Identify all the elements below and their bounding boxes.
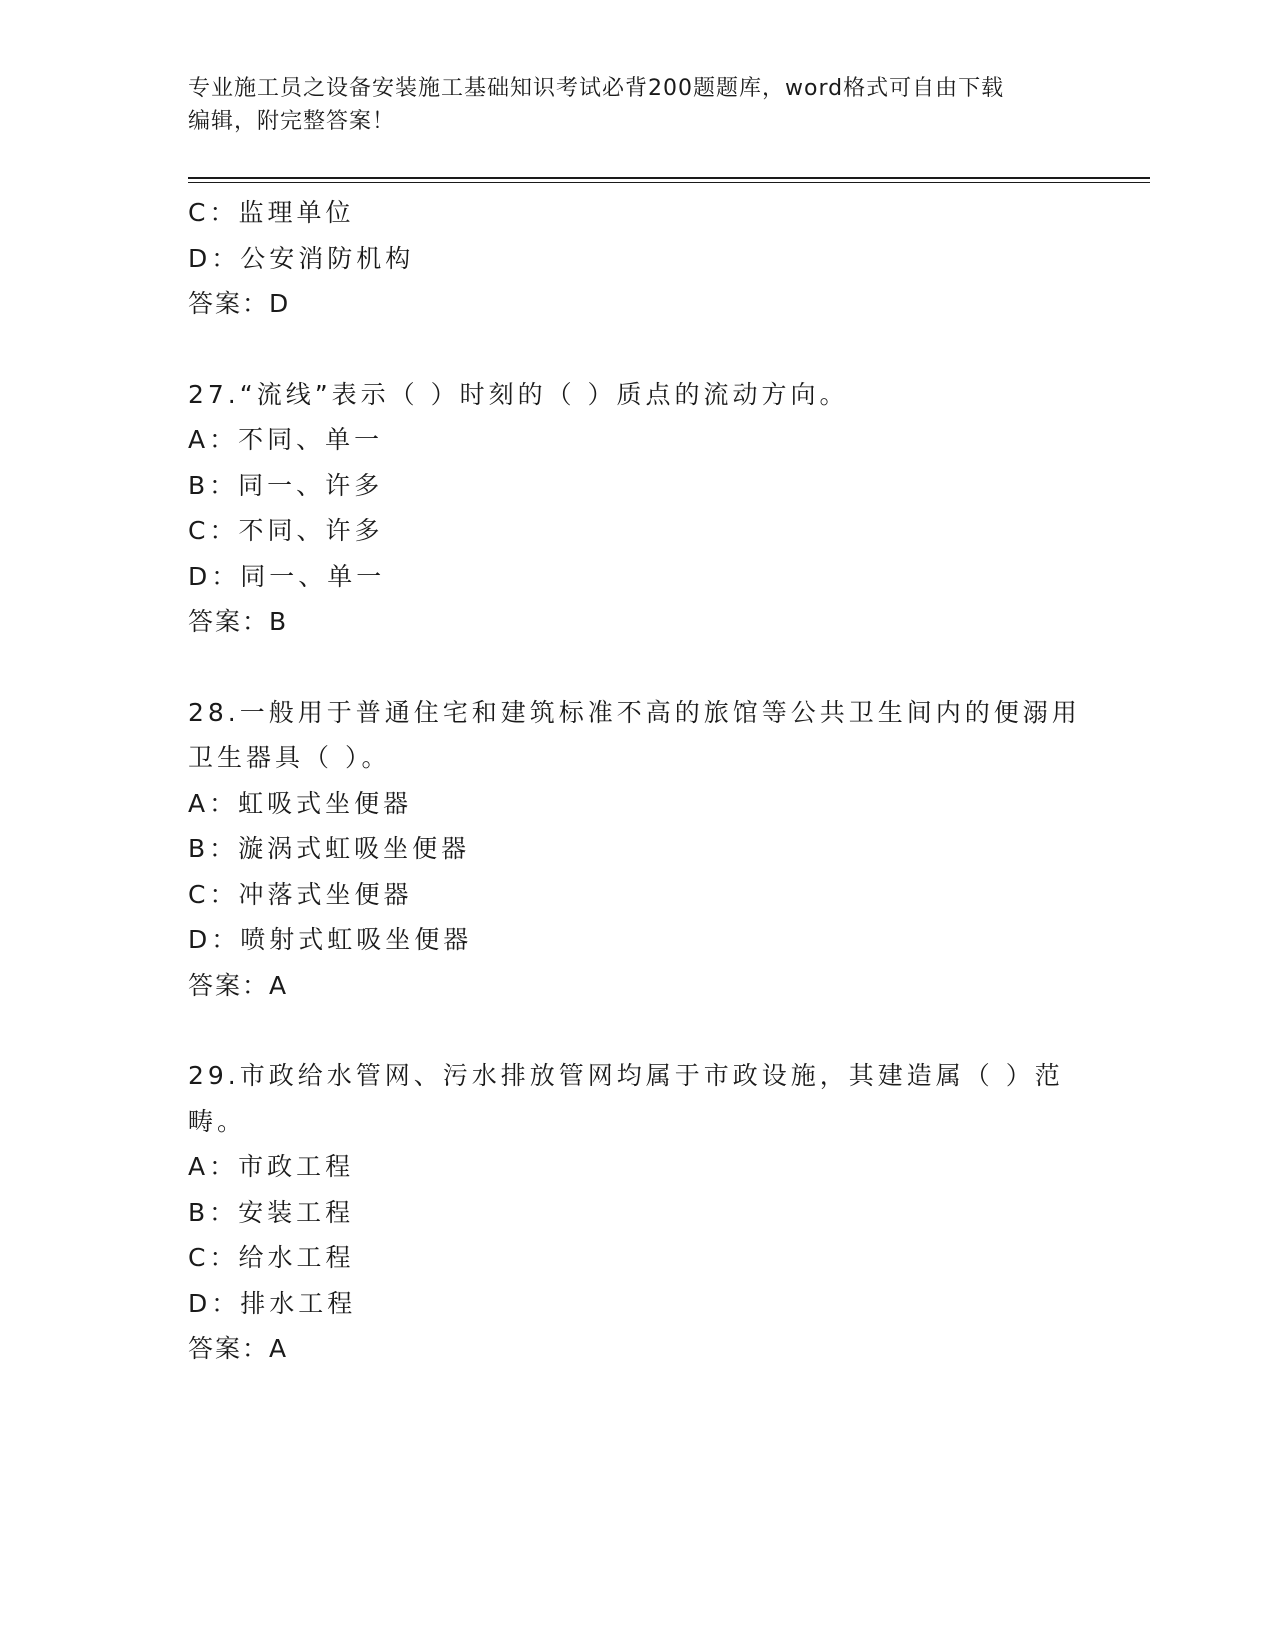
question-text: 29.市政给水管网、污水排放管网均属于市政设施，其建造属（ ）范畴。	[188, 1061, 1064, 1136]
question-partial	[188, 190, 1088, 327]
option-c: C：给水工程	[188, 1243, 355, 1272]
option-a: A：虹吸式坐便器	[188, 788, 413, 818]
option-a: A：不同、单一	[188, 425, 384, 454]
option-a: A：市政工程	[188, 1152, 355, 1181]
answer-line: 答案：D	[188, 289, 291, 318]
answer-line: 答案：A	[188, 1334, 289, 1363]
option-d: D：排水工程	[188, 1288, 357, 1318]
question-text: 28.一般用于普通住宅和建筑标准不高的旅馆等公共卫生间内的便溺用卫生器具（ ）。	[188, 697, 1081, 772]
option-c: C：不同、许多	[188, 516, 384, 545]
header-line-2: 编辑，附完整答案！	[188, 109, 396, 134]
option-d: D：同一、单一	[188, 561, 386, 591]
question-list	[188, 190, 1088, 1372]
document-header	[188, 72, 1068, 138]
option-c: C：冲落式坐便器	[188, 879, 413, 909]
option-c: C：监理单位	[188, 198, 355, 227]
answer-line: 答案：A	[188, 970, 289, 1000]
option-d: D：喷射式虹吸坐便器	[188, 925, 473, 954]
question-27	[188, 372, 1088, 645]
header-divider-thin	[188, 182, 1150, 183]
header-line-1: 专业施工员之设备安装施工基础知识考试必背200题题库，word格式可自由下载	[188, 76, 1005, 101]
answer-line: 答案：B	[188, 607, 289, 636]
option-b: B：安装工程	[188, 1197, 355, 1227]
option-b: B：同一、许多	[188, 470, 384, 500]
option-d: D：公安消防机构	[188, 243, 415, 273]
question-29	[188, 1053, 1088, 1372]
question-text: 27.“流线”表示（ ）时刻的（ ）质点的流动方向。	[188, 379, 849, 409]
option-b: B：漩涡式虹吸坐便器	[188, 834, 471, 863]
header-divider-thick	[188, 177, 1150, 179]
question-28	[188, 690, 1088, 1009]
